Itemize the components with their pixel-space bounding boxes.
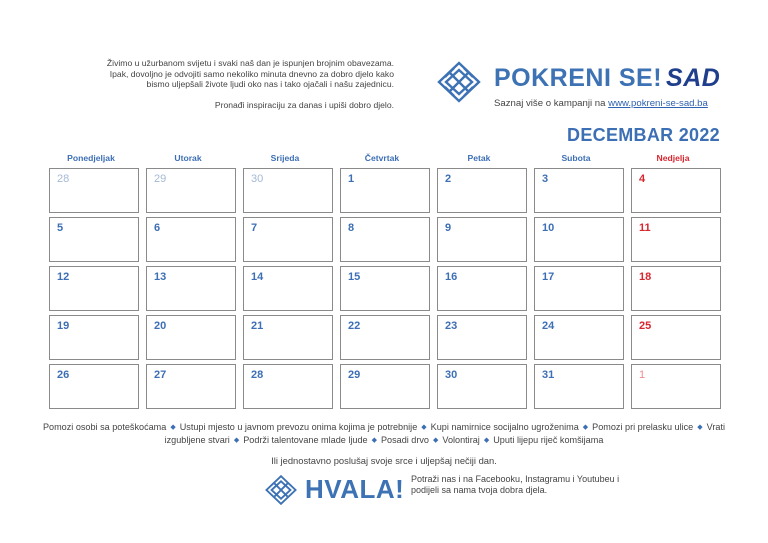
day-cell[interactable] bbox=[534, 168, 624, 213]
day-number: 5 bbox=[57, 222, 64, 234]
day-cell[interactable] bbox=[340, 168, 430, 213]
day-number: 3 bbox=[542, 173, 549, 185]
day-cell[interactable] bbox=[243, 364, 333, 409]
day-cell[interactable] bbox=[534, 266, 624, 311]
day-number: 8 bbox=[348, 222, 355, 234]
day-cell[interactable] bbox=[340, 364, 430, 409]
weekday-label: Subota bbox=[561, 153, 591, 163]
day-number: 13 bbox=[154, 271, 167, 283]
weekday-label: Ponedjeljak bbox=[67, 153, 115, 163]
day-cell[interactable] bbox=[146, 217, 236, 262]
day-cell[interactable] bbox=[146, 266, 236, 311]
day-number: 18 bbox=[639, 271, 652, 283]
day-cell[interactable] bbox=[243, 168, 333, 213]
day-cell[interactable] bbox=[49, 364, 139, 409]
campaign-link[interactable]: www.pokreni-se-sad.ba bbox=[608, 98, 708, 109]
day-number: 19 bbox=[57, 320, 70, 332]
diamond-bullet-icon: ◆ bbox=[582, 424, 589, 431]
good-deed-item: Vrati izgubljene stvari bbox=[164, 422, 726, 445]
diamond-bullet-icon: ◆ bbox=[697, 424, 703, 431]
weekday-label: Srijeda bbox=[270, 153, 300, 163]
day-cell[interactable] bbox=[243, 315, 333, 360]
day-number: 29 bbox=[154, 173, 167, 185]
day-number: 28 bbox=[251, 369, 264, 381]
diamond-bullet-icon: ◆ bbox=[170, 424, 176, 431]
day-cell[interactable] bbox=[49, 266, 139, 311]
good-deed-item: Posadi drvo bbox=[380, 435, 429, 445]
day-number: 14 bbox=[251, 271, 264, 283]
day-cell[interactable] bbox=[49, 217, 139, 262]
day-number: 11 bbox=[639, 222, 651, 234]
day-number: 1 bbox=[348, 173, 355, 185]
diamond-bullet-icon: ◆ bbox=[233, 437, 240, 444]
tagline-text: Saznaj više o kampanji na bbox=[494, 98, 606, 109]
day-cell[interactable] bbox=[340, 217, 430, 262]
day-cell[interactable] bbox=[631, 217, 721, 262]
day-number: 2 bbox=[445, 173, 452, 185]
knot-icon bbox=[262, 474, 300, 506]
day-number: 22 bbox=[348, 320, 361, 332]
day-number: 23 bbox=[445, 320, 458, 332]
day-cell[interactable] bbox=[534, 217, 624, 262]
day-cell[interactable] bbox=[437, 217, 527, 262]
day-number: 24 bbox=[542, 320, 555, 332]
day-cell[interactable] bbox=[146, 168, 236, 213]
day-number: 17 bbox=[542, 271, 555, 283]
day-number: 21 bbox=[251, 320, 264, 332]
weekday-label: Petak bbox=[467, 153, 491, 163]
day-cell[interactable] bbox=[146, 364, 236, 409]
diamond-bullet-icon: ◆ bbox=[371, 437, 377, 444]
brand-name: POKRENI SE! bbox=[494, 64, 663, 92]
intro-text bbox=[40, 58, 394, 110]
day-number: 6 bbox=[154, 222, 161, 234]
day-number: 30 bbox=[445, 369, 458, 381]
day-cell[interactable] bbox=[340, 266, 430, 311]
day-number: 25 bbox=[639, 320, 652, 332]
day-number: 1 bbox=[639, 369, 646, 381]
good-deed-item: Pomozi osobi sa poteškoćama bbox=[42, 422, 167, 432]
good-deed-item: Volontiraj bbox=[442, 435, 480, 445]
diamond-bullet-icon: ◆ bbox=[483, 437, 490, 444]
day-number: 29 bbox=[348, 369, 361, 381]
social-note: Potraži nas i na Facebooku, Instagramu i Youtubeu i podijeli sa nama tvoja dobra djela. bbox=[411, 474, 620, 495]
knot-icon bbox=[434, 60, 484, 104]
day-number: 28 bbox=[57, 173, 70, 185]
brand-suffix: SAD bbox=[666, 64, 721, 92]
day-number: 31 bbox=[542, 369, 555, 381]
day-cell[interactable] bbox=[631, 315, 721, 360]
day-number: 9 bbox=[445, 222, 452, 234]
day-number: 10 bbox=[542, 222, 555, 234]
diamond-bullet-icon: ◆ bbox=[433, 437, 439, 444]
closing-line: Ili jednostavno poslušaj svoje srce i uljepšaj nečiji dan. bbox=[271, 455, 497, 466]
intro-cta: Pronađi inspiraciju za danas i upiši dobro djelo. bbox=[214, 99, 394, 110]
weekday-label: Četvrtak bbox=[364, 153, 400, 163]
day-cell[interactable] bbox=[437, 364, 527, 409]
brand-title bbox=[494, 63, 720, 93]
day-cell[interactable] bbox=[631, 168, 721, 213]
day-number: 27 bbox=[154, 369, 167, 381]
day-number: 16 bbox=[445, 271, 458, 283]
brand-tagline bbox=[494, 98, 708, 109]
day-number: 12 bbox=[57, 271, 70, 283]
day-cell[interactable] bbox=[437, 168, 527, 213]
day-cell[interactable] bbox=[243, 266, 333, 311]
day-cell[interactable] bbox=[631, 364, 721, 409]
day-number: 4 bbox=[639, 173, 646, 185]
day-number: 30 bbox=[251, 173, 264, 185]
day-cell[interactable] bbox=[146, 315, 236, 360]
weekday-label: Utorak bbox=[174, 153, 202, 163]
day-number: 7 bbox=[251, 222, 258, 234]
intro-line-2: Ipak, dovoljno je odvojiti samo nekoliko minuta dnevno za dobro djelo kako bbox=[109, 68, 394, 79]
diamond-bullet-icon: ◆ bbox=[421, 424, 427, 431]
day-cell[interactable] bbox=[243, 217, 333, 262]
day-cell[interactable] bbox=[49, 315, 139, 360]
good-deed-item: Podrži talentovane mlade ljude bbox=[243, 435, 368, 445]
good-deed-item: Uputi lijepu riječ komšijama bbox=[493, 435, 604, 445]
day-number: 15 bbox=[348, 271, 361, 283]
day-cell[interactable] bbox=[534, 364, 624, 409]
day-cell[interactable] bbox=[49, 168, 139, 213]
day-cell[interactable] bbox=[437, 266, 527, 311]
intro-line-3: bismo uljepšali živote ljudi oko nas i tako ojačali i našu zajednicu. bbox=[146, 79, 394, 90]
good-deed-item: Pomozi pri prelasku ulice bbox=[592, 422, 694, 432]
intro-line-1: Živimo u užurbanom svijetu i svaki naš dan je ispunjen brojnim obavezama. bbox=[106, 58, 394, 68]
day-cell[interactable] bbox=[631, 266, 721, 311]
day-cell[interactable] bbox=[340, 315, 430, 360]
thanks-heading: HVALA! bbox=[305, 474, 405, 504]
good-deed-item: Kupi namirnice socijalno ugroženima bbox=[430, 422, 579, 432]
month-title: DECEMBAR 2022 bbox=[567, 125, 720, 145]
day-number: 26 bbox=[57, 369, 70, 381]
day-cell[interactable] bbox=[534, 315, 624, 360]
day-cell[interactable] bbox=[437, 315, 527, 360]
day-number: 20 bbox=[154, 320, 167, 332]
good-deed-item: Ustupi mjesto u javnom prevozu onima kojima je potrebnije bbox=[179, 422, 418, 432]
weekday-label: Nedjelja bbox=[656, 153, 690, 163]
good-deeds-list bbox=[40, 421, 728, 447]
